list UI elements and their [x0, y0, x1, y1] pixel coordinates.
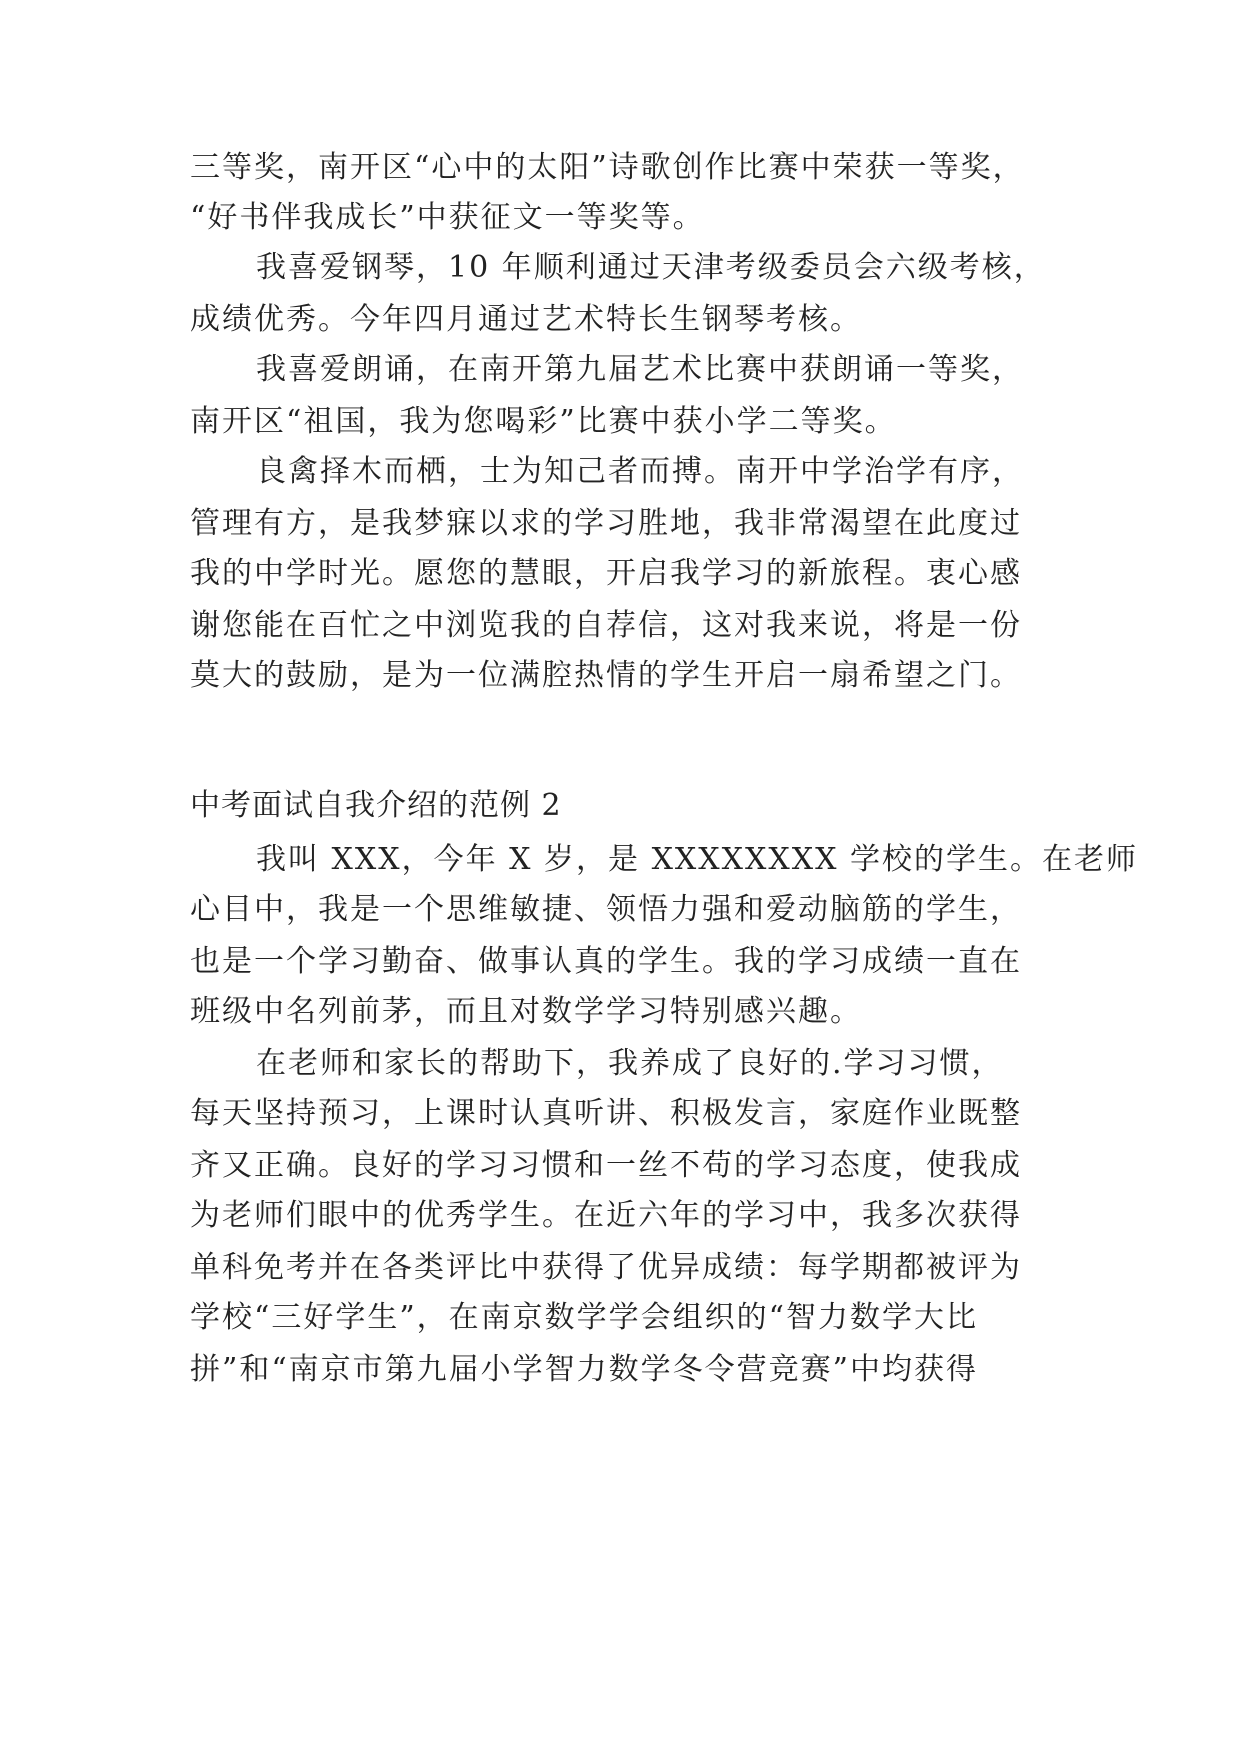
section-title: 中考面试自我介绍的范例 2 — [190, 788, 562, 823]
text-line: 三等奖，南开区“心中的太阳”诗歌创作比赛中荣获一等奖， — [190, 150, 1025, 185]
text-line: 我的中学时光。愿您的慧眼，开启我学习的新旅程。衷心感 — [190, 556, 1022, 591]
text-line: 齐又正确。良好的学习习惯和一丝不苟的学习态度，使我成 — [190, 1148, 1022, 1183]
text-line: 南开区“祖国，我为您喝彩”比赛中获小学二等奖。 — [190, 404, 897, 439]
text-line: 管理有方，是我梦寐以求的学习胜地，我非常渴望在此度过 — [190, 506, 1022, 541]
text-line: 单科免考并在各类评比中获得了优异成绩：每学期都被评为 — [190, 1250, 1022, 1285]
text-line: 拼”和“南京市第九届小学智力数学冬令营竞赛”中均获得 — [190, 1352, 979, 1387]
text-line: 心目中，我是一个思维敏捷、领悟力强和爱动脑筋的学生， — [190, 892, 1022, 927]
text-line: 为老师们眼中的优秀学生。在近六年的学习中，我多次获得 — [190, 1198, 1022, 1233]
paragraph-first-line: 良禽择木而栖，士为知己者而搏。南开中学治学有序， — [256, 454, 1024, 489]
paragraph-first-line: 我叫 XXX，今年 X 岁，是 XXXXXXXX 学校的学生。在老师 — [256, 842, 1138, 877]
text-line: 每天坚持预习，上课时认真听讲、积极发言，家庭作业既整 — [190, 1096, 1022, 1131]
text-line: 成绩优秀。今年四月通过艺术特长生钢琴考核。 — [190, 302, 862, 337]
text-line: 莫大的鼓励，是为一位满腔热情的学生开启一扇希望之门。 — [190, 658, 1022, 693]
text-line: 谢您能在百忙之中浏览我的自荐信，这对我来说，将是一份 — [190, 608, 1022, 643]
paragraph-first-line: 我喜爱朗诵，在南开第九届艺术比赛中获朗诵一等奖， — [256, 352, 1024, 387]
paragraph-first-line: 在老师和家长的帮助下，我养成了良好的.学习习惯， — [256, 1046, 1004, 1081]
text-line: 也是一个学习勤奋、做事认真的学生。我的学习成绩一直在 — [190, 944, 1022, 979]
paragraph-first-line: 我喜爱钢琴，10 年顺利通过天津考级委员会六级考核， — [256, 250, 1046, 285]
text-line: 学校“三好学生”，在南京数学学会组织的“智力数学大比 — [190, 1300, 979, 1335]
text-line: 班级中名列前茅，而且对数学学习特别感兴趣。 — [190, 994, 862, 1029]
text-line: “好书伴我成长”中获征文一等奖等。 — [190, 200, 705, 235]
